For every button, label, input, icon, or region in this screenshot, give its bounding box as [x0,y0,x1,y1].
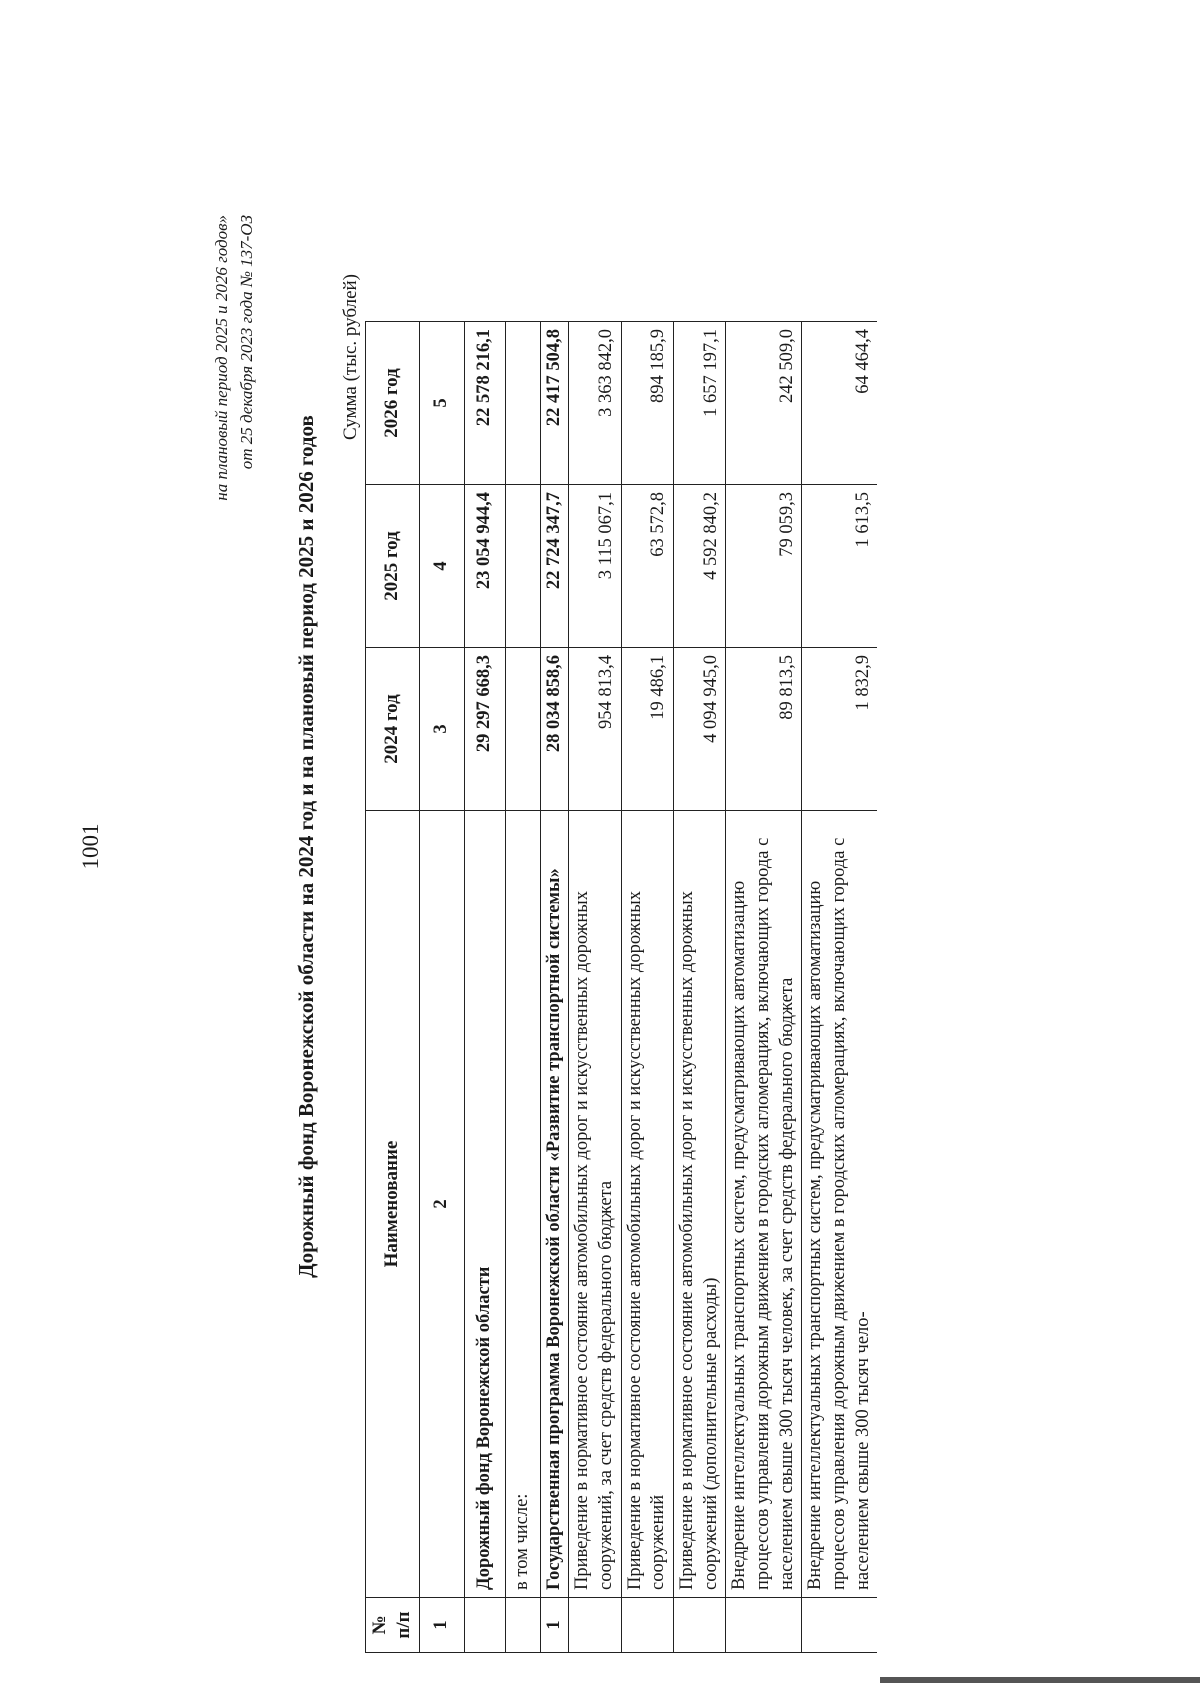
value-2025: 22 724 347,7 [540,485,569,648]
value-2025: 79 059,3 [726,485,802,648]
value-2026: 894 185,9 [621,322,673,485]
document-title: Дорожный фонд Воронежской области на 2024 год и на плановый период 2025 и 2026 годов [294,415,318,1278]
row-number [726,1598,802,1653]
value-2024: 89 813,5 [726,648,802,811]
value-2026: 1 657 197,1 [673,322,725,485]
value-2025: 63 572,8 [621,485,673,648]
header-2025: 2025 год [366,485,420,648]
value-2024: 29 297 668,3 [464,648,505,811]
value-2025: 23 054 944,4 [464,485,505,648]
row-number [802,1598,878,1653]
row-number [673,1598,725,1653]
table-row [569,322,621,1653]
row-name: Приведение в нормативное состояние автомобильных дорог и искусственных дорожных сооружений, за счет средств федерального бюджета [569,811,621,1598]
table-row [673,322,725,1653]
table-row [726,322,802,1653]
table-row [802,322,878,1653]
row-name: Государственная программа Воронежской области «Развитие транспортной системы» [540,811,569,1598]
row-name: Приведение в нормативное состояние автомобильных дорог и искусственных дорожных сооружений (дополнительные расходы) [673,811,725,1598]
value-2024: 1 832,9 [802,648,878,811]
table-row [464,322,505,1653]
value-2025: 4 592 840,2 [673,485,725,648]
row-name: Дорожный фонд Воронежской области [464,811,505,1598]
value-2026: 64 464,4 [802,322,878,485]
row-name: Приведение в нормативное состояние автомобильных дорог и искусственных дорожных сооружений [621,811,673,1598]
header-2024: 2024 год [366,648,420,811]
row-number [569,1598,621,1653]
index-cell: 5 [419,322,464,485]
units-caption: Сумма (тыс. рублей) [340,274,361,440]
header-number: № п/п [366,1598,420,1653]
index-cell: 1 [419,1598,464,1653]
header-name: Наименование [366,811,420,1598]
row-number: 1 [540,1598,569,1653]
row-number [464,1598,505,1653]
value-2026 [505,322,540,485]
header-note-line1: на плановый период 2025 и 2026 годов» [212,215,231,501]
value-2025: 1 613,5 [802,485,878,648]
row-name: Внедрение интеллектуальных транспортных систем, предусматривающих автоматизацию процессов управления дорожным движением в городских агломерациях, включающих города с населением свыше 300 тысяч чело- [802,811,878,1598]
index-cell: 3 [419,648,464,811]
table-row [540,322,569,1653]
table-header-row [366,322,420,1653]
value-2026: 22 578 216,1 [464,322,505,485]
value-2024: 954 813,4 [569,648,621,811]
value-2025 [505,485,540,648]
index-cell: 4 [419,485,464,648]
row-number [621,1598,673,1653]
row-number [505,1598,540,1653]
value-2025: 3 115 067,1 [569,485,621,648]
table-row [621,322,673,1653]
table-row [505,322,540,1653]
header-note-line2: от 25 декабря 2023 года № 137-ОЗ [237,215,256,470]
column-index-row [419,322,464,1653]
value-2026: 3 363 842,0 [569,322,621,485]
header-2026: 2026 год [366,322,420,485]
value-2026: 242 509,0 [726,322,802,485]
scan-edge-line [880,1677,1200,1683]
page-number: 1001 [78,823,103,870]
row-name: в том числе: [505,811,540,1598]
value-2024: 28 034 858,6 [540,648,569,811]
road-fund-table [365,321,877,1653]
value-2026: 22 417 504,8 [540,322,569,485]
value-2024: 4 094 945,0 [673,648,725,811]
index-cell: 2 [419,811,464,1598]
value-2024: 19 486,1 [621,648,673,811]
row-name: Внедрение интеллектуальных транспортных систем, предусматривающих автоматизацию процессов управления дорожным движением в городских агломерациях, включающих города с населением свыше 300 тысяч человек, за счет средств федерального бюджета [726,811,802,1598]
value-2024 [505,648,540,811]
